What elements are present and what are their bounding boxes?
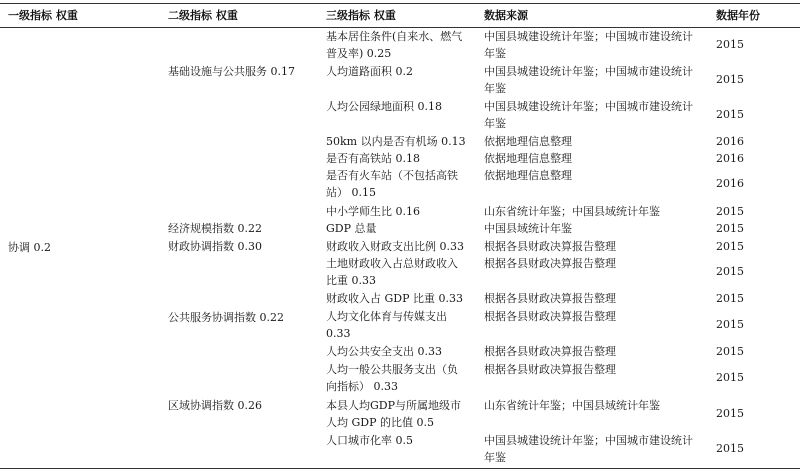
source-line: 年鉴 [484,46,506,60]
source-line: 年鉴 [484,81,506,95]
source-line: 根据各县财政决算报告整理 [484,240,616,253]
source-line: 根据各县财政决算报告整理 [484,257,616,270]
level2-cell: 基础设施与公共服务 0.17 [168,65,295,78]
year-cell: 2015 [716,318,744,331]
source-line: 根据各县财政决算报告整理 [484,363,616,376]
source-line: 年鉴 [484,450,506,464]
indicator-cell [326,239,464,256]
header-level1: 一级指标 权重 [8,9,78,22]
source-line: 依据地理信息整理 [484,135,572,148]
indicator-line: 财政收入占 GDP 比重 0.33 [326,292,463,305]
year-cell: 2015 [716,222,744,235]
indicator-cell [326,221,377,238]
level2-cell: 区域协调指数 0.26 [168,399,262,412]
level2-cell: 财政协调指数 0.30 [168,240,262,253]
year-cell: 2015 [716,265,744,278]
source-cell [484,433,693,466]
year-cell: 2015 [716,345,744,358]
level1-cell: 协调 0.2 [8,241,51,254]
year-cell: 2015 [716,73,744,86]
level2-cell: 公共服务协调指数 0.22 [168,311,284,324]
indicator-line: GDP 总量 [326,222,377,235]
indicator-cell [326,99,442,116]
indicator-line: 50km 以内是否有机场 0.13 [326,135,466,148]
indicator-line: 财政收入财政支出比例 0.33 [326,240,464,253]
indicator-line: 人均文化体育与传媒支出 [326,310,447,323]
indicator-line: 中小学师生比 0.16 [326,205,420,218]
indicator-cell [326,309,447,342]
indicator-cell [326,362,458,395]
indicator-line: 人均道路面积 0.2 [326,65,413,78]
source-line: 中国县城建设统计年鉴；中国城市建设统计 [484,30,693,43]
year-cell: 2015 [716,407,744,420]
source-line: 中国县城建设统计年鉴；中国城市建设统计 [484,65,693,78]
indicator-line: 基本居住条件(自来水、燃气 [326,30,463,43]
source-line: 中国县域统计年鉴 [484,222,572,235]
indicator-cell [326,64,413,81]
indicator-line: 比重 0.33 [326,273,376,287]
indicator-cell [326,291,463,308]
header-level2: 二级指标 权重 [168,9,238,22]
indicator-line: 人均公共安全支出 0.33 [326,345,442,358]
source-cell [484,344,616,361]
source-line: 依据地理信息整理 [484,152,572,165]
year-cell: 2015 [716,371,744,384]
year-cell: 2015 [716,240,744,253]
source-cell [484,221,572,238]
level2-cell: 经济规模指数 0.22 [168,222,262,235]
year-cell: 2015 [716,205,744,218]
source-cell [484,309,616,326]
year-cell: 2015 [716,108,744,121]
indicator-line: 人均一般公共服务支出（负 [326,363,458,376]
indicator-cell [326,168,458,201]
indicator-cell [326,204,420,221]
source-cell [484,239,616,256]
indicator-cell [326,344,442,361]
indicator-cell [326,256,458,289]
source-line: 根据各县财政决算报告整理 [484,310,616,323]
indicator-line: 人口城市化率 0.5 [326,434,413,447]
indicator-line: 人均公园绿地面积 0.18 [326,100,442,113]
indicator-cell [326,433,413,450]
source-cell [484,204,660,221]
indicator-line: 人均 GDP 的比值 0.5 [326,415,434,429]
source-cell [484,398,660,415]
year-cell: 2015 [716,442,744,455]
header-year: 数据年份 [716,9,760,22]
indicator-line: 是否有火车站（不包括高铁 [326,169,458,182]
header-level3: 三级指标 权重 [326,9,396,22]
indicator-line: 0.33 [326,326,351,340]
source-cell [484,99,693,132]
source-cell [484,291,616,308]
indicator-line: 向指标） 0.33 [326,379,398,393]
source-line: 中国县城建设统计年鉴；中国城市建设统计 [484,434,693,447]
year-cell: 2016 [716,177,744,190]
source-cell [484,64,693,97]
year-cell: 2015 [716,292,744,305]
source-line: 山东省统计年鉴；中国县域统计年鉴 [484,205,660,218]
header-source: 数据来源 [484,9,528,22]
source-cell [484,362,616,379]
indicator-cell [326,134,466,151]
source-line: 依据地理信息整理 [484,169,572,182]
indicator-line: 是否有高铁站 0.18 [326,152,420,165]
year-cell: 2016 [716,135,744,148]
year-cell: 2016 [716,152,744,165]
indicator-cell [326,29,462,62]
top-rule [0,3,800,4]
indicator-line: 普及率) 0.25 [326,46,392,60]
indicator-cell [326,151,420,168]
indicator-line: 站） 0.15 [326,185,376,199]
year-cell: 2015 [716,38,744,51]
indicator-line: 土地财政收入占总财政收入 [326,257,458,270]
bottom-rule [0,468,800,469]
source-line: 山东省统计年鉴；中国县域统计年鉴 [484,399,660,412]
source-cell [484,168,572,185]
source-line: 年鉴 [484,116,506,130]
source-cell [484,256,616,273]
source-line: 中国县城建设统计年鉴；中国城市建设统计 [484,100,693,113]
source-cell [484,134,572,151]
header-rule [0,27,800,28]
indicator-cell [326,398,461,431]
source-cell [484,151,572,168]
source-line: 根据各县财政决算报告整理 [484,345,616,358]
source-line: 根据各县财政决算报告整理 [484,292,616,305]
indicator-line: 本县人均GDP与所属地级市 [326,399,462,412]
source-cell [484,29,693,62]
